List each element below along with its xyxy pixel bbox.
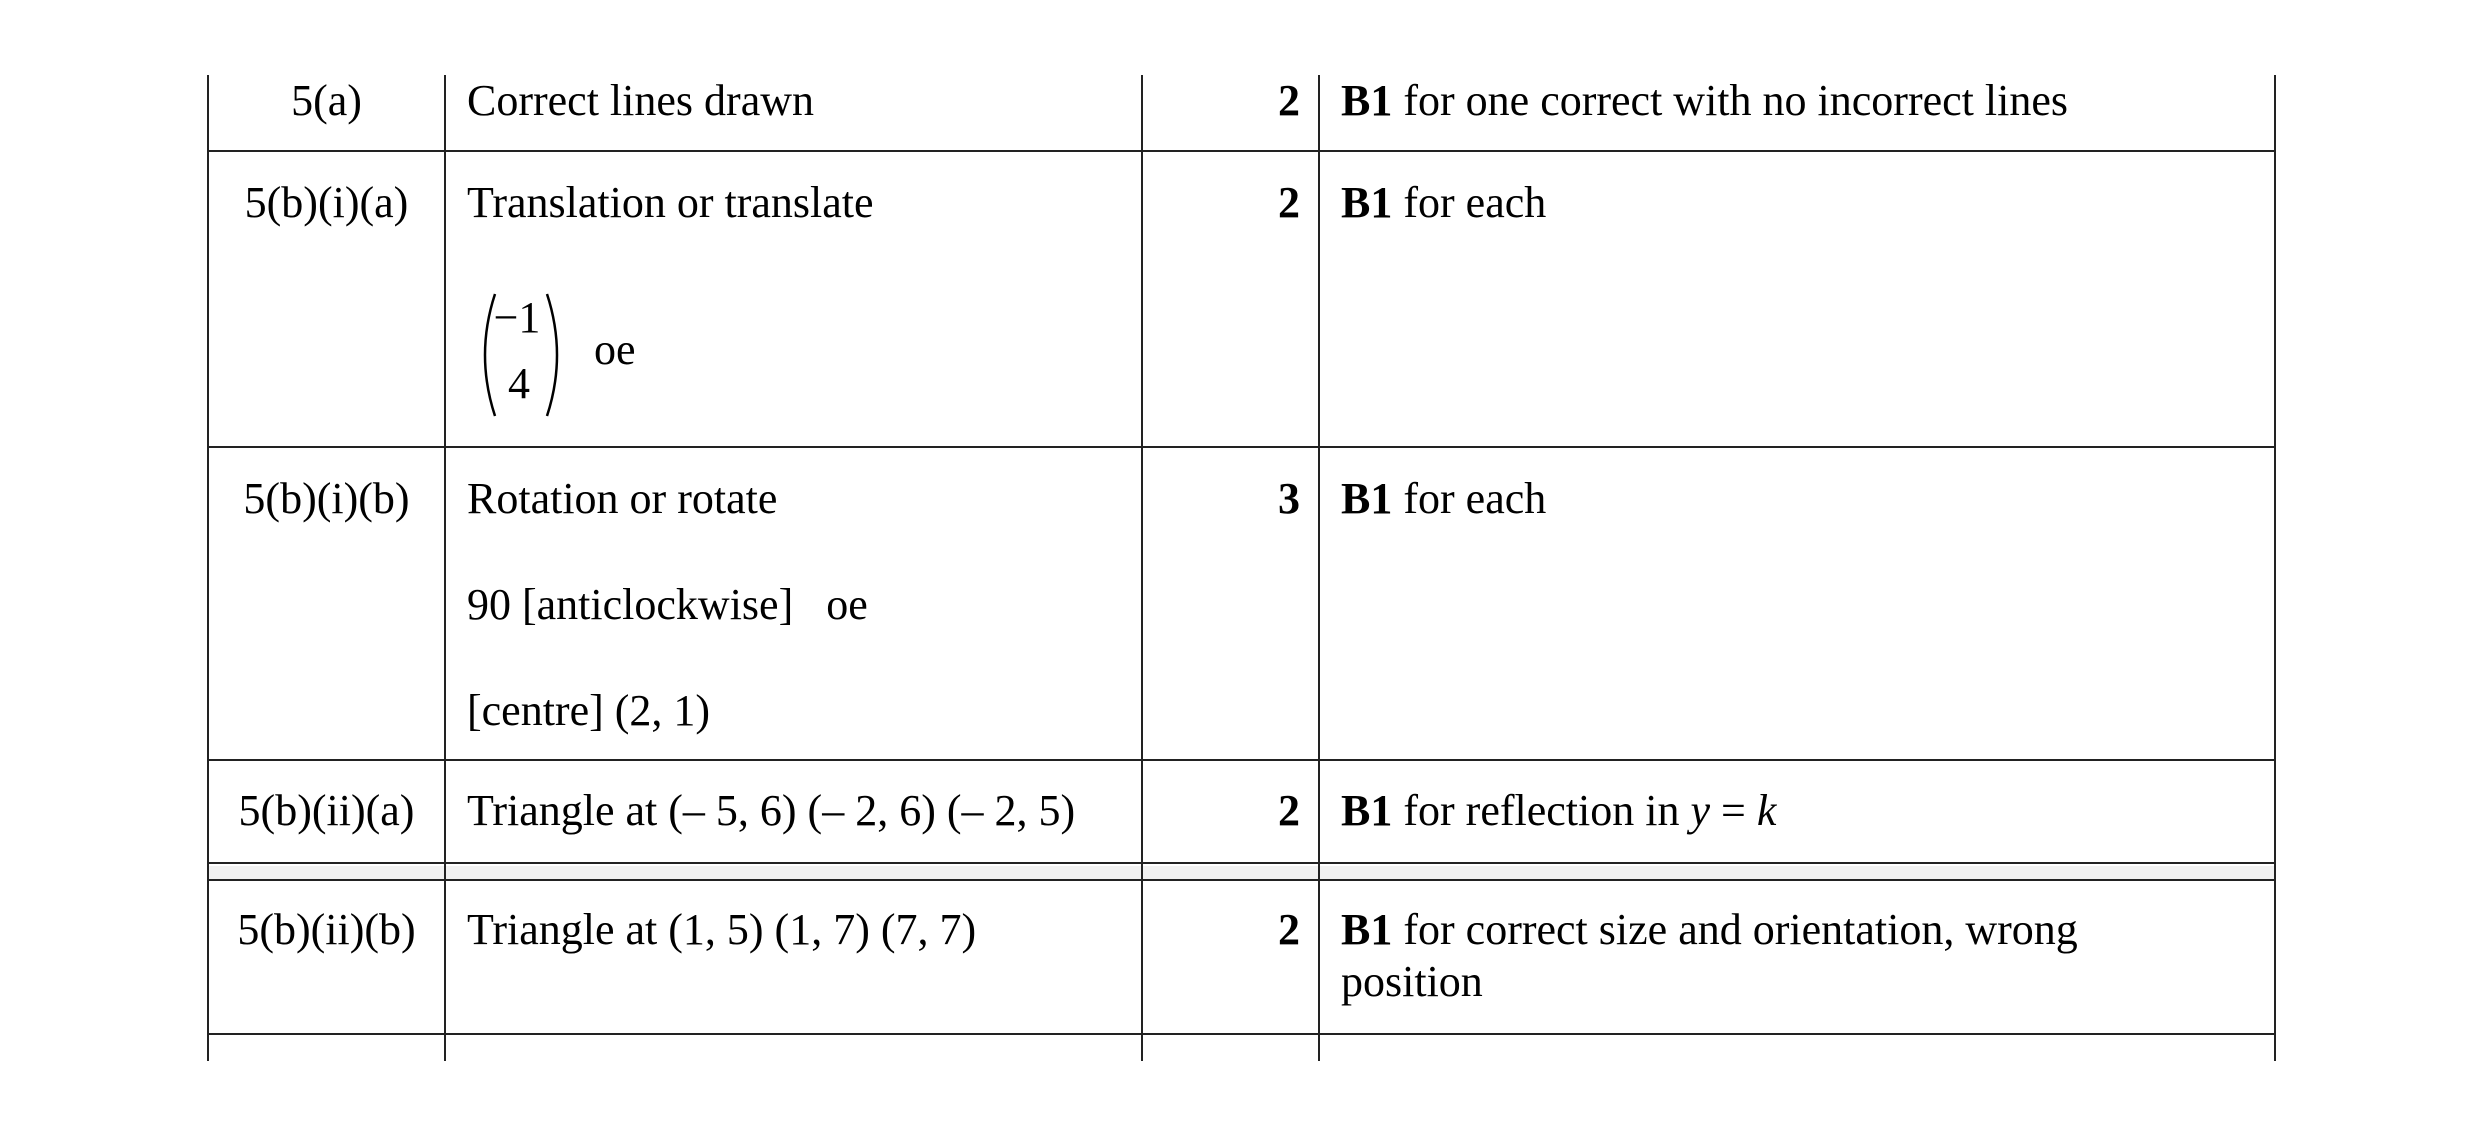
answer-text: Correct lines drawn bbox=[467, 76, 814, 125]
table-row-rule bbox=[207, 446, 2276, 448]
answer-text: Triangle at (– 5, 6) (– 2, 6) (– 2, 5) bbox=[467, 786, 1076, 835]
guidance-code: B1 bbox=[1341, 905, 1393, 954]
guidance-detail: for correct size and orientation, wrong position bbox=[1341, 905, 2078, 1006]
guidance-code: B1 bbox=[1341, 474, 1393, 523]
answer-text: 90 [anticlockwise] oe bbox=[467, 580, 868, 629]
question-number: 5(a) bbox=[291, 76, 362, 125]
guidance-detail: for each bbox=[1392, 178, 1547, 227]
marks-value: 2 bbox=[1278, 76, 1300, 125]
table-row-separator-band bbox=[207, 866, 2275, 880]
table-row-rule bbox=[207, 759, 2276, 761]
answer-text: Translation or translate bbox=[467, 178, 874, 227]
table-row-rule bbox=[207, 150, 2276, 152]
guidance-detail: for each bbox=[1392, 474, 1547, 523]
guidance-text bbox=[1341, 177, 1546, 229]
guidance-text bbox=[1341, 785, 1776, 837]
guidance-code: B1 bbox=[1341, 178, 1393, 227]
answer-text: Triangle at (1, 5) (1, 7) (7, 7) bbox=[467, 905, 977, 954]
math-variable-k: k bbox=[1756, 786, 1777, 835]
marks-value: 2 bbox=[1278, 178, 1300, 227]
guidance-text bbox=[1341, 473, 1546, 525]
answer-text: Rotation or rotate bbox=[467, 474, 778, 523]
table-row-rule bbox=[207, 1033, 2276, 1035]
question-number: 5(b)(ii)(b) bbox=[237, 905, 416, 954]
table-row-rule bbox=[207, 879, 2276, 881]
answer-suffix: oe bbox=[594, 325, 636, 374]
question-number: 5(b)(i)(a) bbox=[244, 178, 409, 227]
vector-bottom-value: 4 bbox=[508, 359, 530, 408]
table-row-rule bbox=[207, 862, 2276, 864]
guidance-detail: for reflection in bbox=[1392, 786, 1691, 835]
math-variable-y: y bbox=[1690, 786, 1710, 835]
guidance-text bbox=[1341, 75, 2068, 127]
guidance-text bbox=[1341, 904, 2161, 1008]
table-border-right bbox=[2274, 75, 2276, 1061]
vector-top-value: −1 bbox=[493, 293, 541, 342]
table-column-divider bbox=[1318, 75, 1320, 1061]
answer-text: [centre] (2, 1) bbox=[467, 686, 711, 735]
marks-value: 3 bbox=[1278, 474, 1300, 523]
guidance-code: B1 bbox=[1341, 786, 1393, 835]
question-number: 5(b)(ii)(a) bbox=[238, 786, 415, 835]
question-number: 5(b)(i)(b) bbox=[243, 474, 410, 523]
math-operator: = bbox=[1710, 786, 1757, 835]
marks-value: 2 bbox=[1278, 905, 1300, 954]
guidance-code: B1 bbox=[1341, 76, 1393, 125]
guidance-detail: for one correct with no incorrect lines bbox=[1392, 76, 2068, 125]
column-vector bbox=[471, 290, 571, 420]
marks-value: 2 bbox=[1278, 786, 1300, 835]
